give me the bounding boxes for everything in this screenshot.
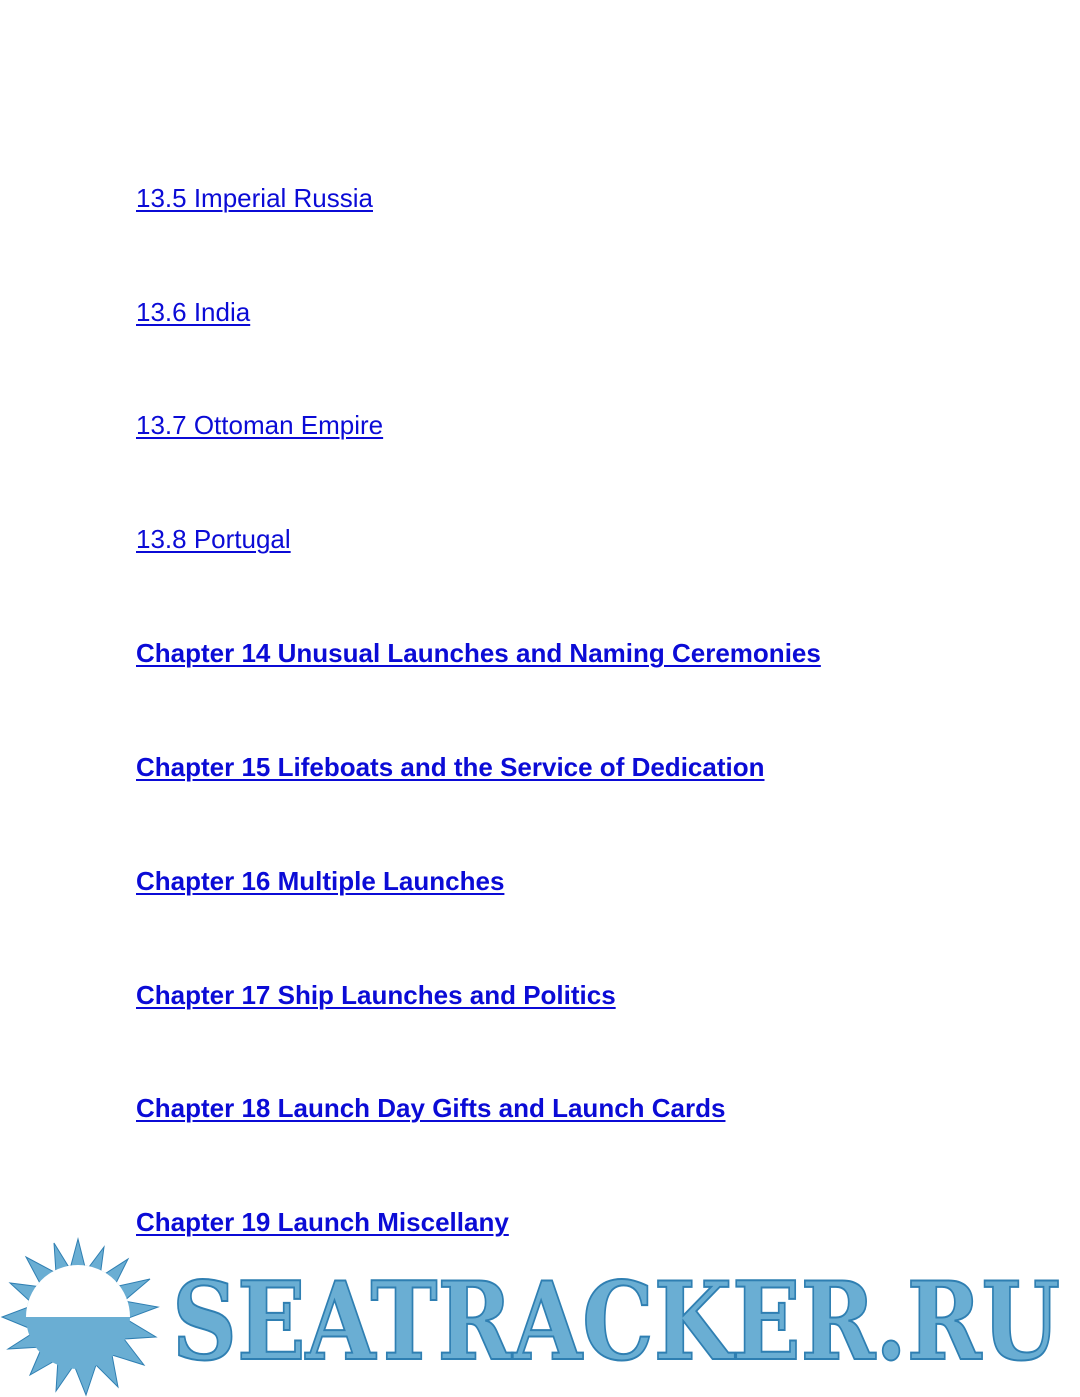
toc-link-13-7-ottoman-empire[interactable]: 13.7 Ottoman Empire	[136, 410, 384, 440]
sun-logo-icon	[2, 1239, 158, 1395]
toc-link-13-6-india[interactable]: 13.6 India	[136, 297, 251, 327]
toc-link-chapter-15[interactable]: Chapter 15 Lifeboats and the Service of Dedication	[136, 752, 765, 782]
toc-link-chapter-18[interactable]: Chapter 18 Launch Day Gifts and Launch Cards	[136, 1093, 726, 1123]
toc-link-chapter-19[interactable]: Chapter 19 Launch Miscellany	[136, 1207, 509, 1237]
toc-link-chapter-17[interactable]: Chapter 17 Ship Launches and Politics	[136, 980, 616, 1010]
toc-link-chapter-16[interactable]: Chapter 16 Multiple Launches	[136, 866, 505, 896]
toc-link-13-5-imperial-russia[interactable]: 13.5 Imperial Russia	[136, 183, 373, 213]
toc-link-13-8-portugal[interactable]: 13.8 Portugal	[136, 524, 291, 554]
seatracker-watermark	[0, 1237, 1080, 1397]
watermark-text: SEATRACKER.RU	[172, 1259, 1060, 1385]
toc-link-chapter-14[interactable]: Chapter 14 Unusual Launches and Naming Ceremonies	[136, 638, 821, 668]
